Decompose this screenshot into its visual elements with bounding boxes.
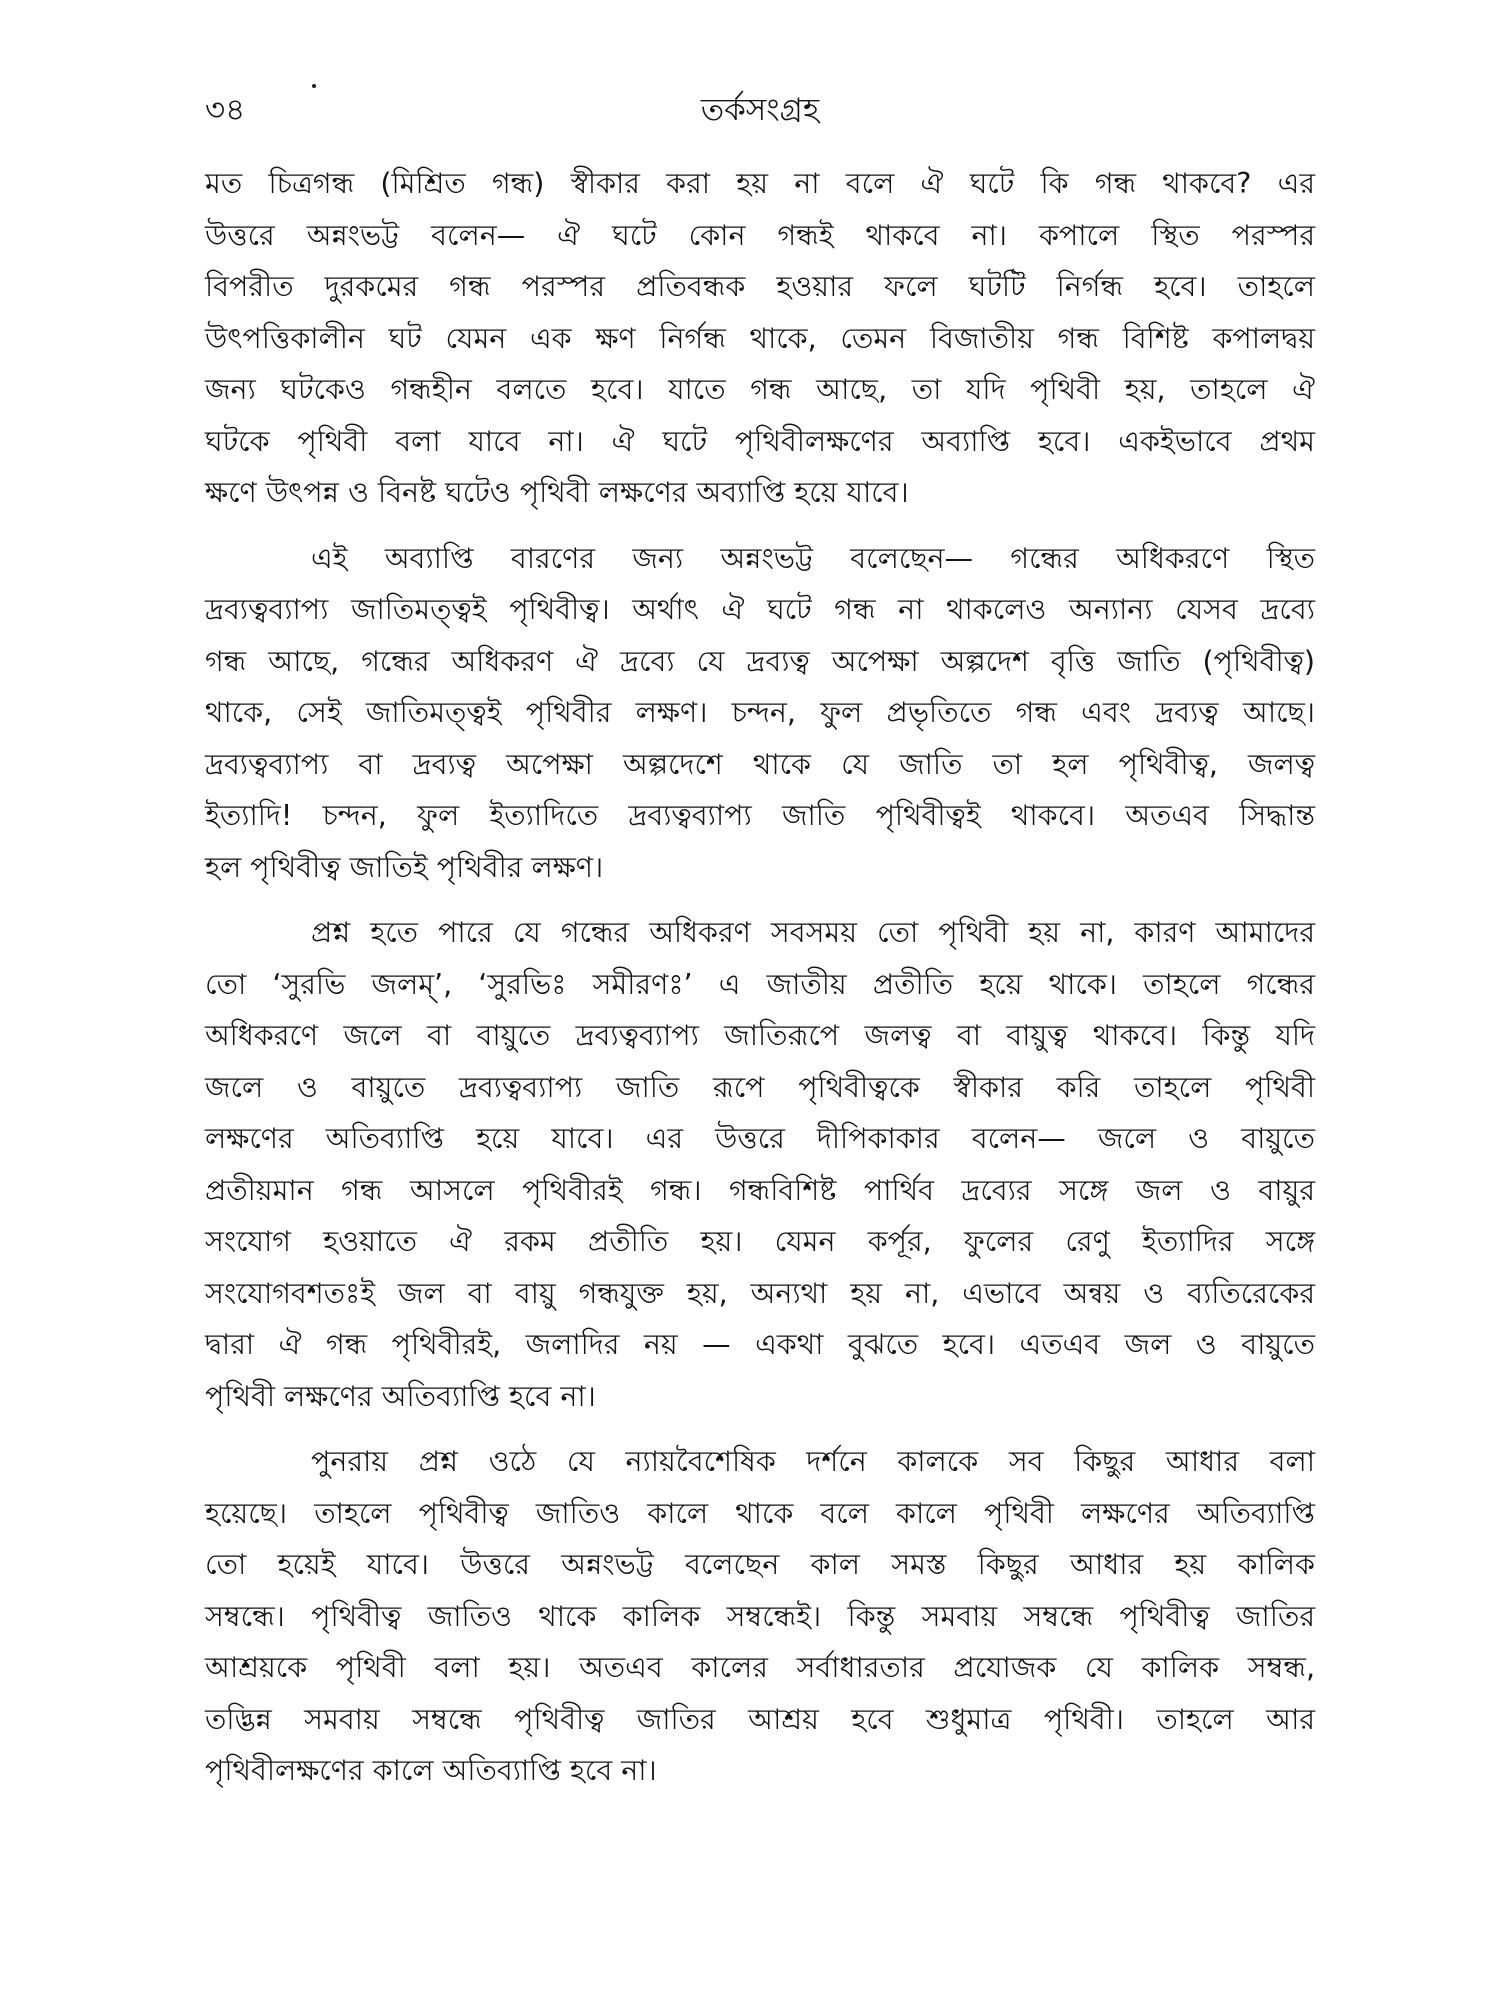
text-line: প্রতীয়মান গন্ধ আসলে পৃথিবীরই গন্ধ। গন্ধবিশিষ্ট পার্থিব দ্রব্যের সঙ্গে জল ও বায়ুর — [205, 1173, 1315, 1207]
paragraph-2 — [205, 533, 1315, 894]
running-title: তর্কসংগ্রহ — [700, 92, 820, 128]
text-line: উত্তরে অন্নংভট্ট বলেন— ঐ ঘটে কোন গন্ধই থাকবে না। কপালে স্থিত পরস্পর — [205, 218, 1315, 252]
text-line: আশ্রয়কে পৃথিবী বলা হয়। অতএব কালের সর্বাধারতার প্রযোজক যে কালিক সম্বন্ধ, — [205, 1651, 1315, 1684]
text-line: তদ্ভিন্ন সমবায় সম্বন্ধে পৃথিবীত্ব জাতির আশ্রয় হবে শুধুমাত্র পৃথিবী। তাহলে আর — [205, 1702, 1315, 1736]
text-line: এই অব্যাপ্তি বারণের জন্য অন্নংভট্ট বলেছেন— গন্ধের অধিকরণে স্থিত — [311, 541, 1315, 575]
print-speck — [312, 84, 316, 88]
paragraph-1 — [205, 158, 1315, 519]
text-line: ইত্যাদি! চন্দন, ফুল ইত্যাদিতে দ্রব্যত্বব্যাপ্য জাতি পৃথিবীত্বই থাকবে। অতএব সিদ্ধান্ত — [205, 799, 1315, 832]
text-line: জলে ও বায়ুতে দ্রব্যত্বব্যাপ্য জাতি রূপে পৃথিবীত্বকে স্বীকার করি তাহলে পৃথিবী — [205, 1070, 1315, 1104]
text-line: পৃথিবীলক্ষণের কালে অতিব্যাপ্তি হবে না। — [205, 1754, 657, 1787]
text-line: ক্ষণে উৎপন্ন ও বিনষ্ট ঘটেও পৃথিবী লক্ষণের অব্যাপ্তি হয়ে যাবে। — [205, 476, 909, 509]
text-line: হল পৃথিবীত্ব জাতিই পৃথিবীর লক্ষণ। — [205, 850, 604, 884]
text-line: তো ‘সুরভি জলম্’, ‘সুরভিঃ সমীরণঃ’ এ জাতীয় প্রতীতি হয়ে থাকে। তাহলে গন্ধের — [205, 967, 1315, 1001]
text-line: মত চিত্রগন্ধ (মিশ্রিত গন্ধ) স্বীকার করা হয় না বলে ঐ ঘটে কি গন্ধ থাকবে? এর — [205, 167, 1315, 200]
text-line: দ্রব্যত্বব্যাপ্য জাতিমত্ত্বই পৃথিবীত্ব। অর্থাৎ ঐ ঘটে গন্ধ না থাকলেও অন্যান্য যেসব দ্রব্যে — [205, 593, 1315, 626]
text-line: অধিকরণে জলে বা বায়ুতে দ্রব্যত্বব্যাপ্য জাতিরূপে জলত্ব বা বায়ুত্ব থাকবে। কিন্তু যদি — [205, 1019, 1315, 1052]
text-line: সম্বন্ধে। পৃথিবীত্ব জাতিও থাকে কালিক সম্বন্ধেই। কিন্তু সমবায় সম্বন্ধে পৃথিবীত্ব জাতির — [205, 1599, 1315, 1633]
text-line: থাকে, সেই জাতিমত্ত্বই পৃথিবীর লক্ষণ। চন্দন, ফুল প্রভৃতিতে গন্ধ এবং দ্রব্যত্ব আছে। — [205, 696, 1315, 729]
paragraph-4 — [205, 1436, 1315, 1797]
text-line: দ্রব্যত্বব্যাপ্য বা দ্রব্যত্ব অপেক্ষা অল্পদেশে থাকে যে জাতি তা হল পৃথিবীত্ব, জলত্ব — [205, 747, 1315, 781]
text-line: সংযোগবশতঃই জল বা বায়ু গন্ধযুক্ত হয়, অন্যথা হয় না, এভাবে অন্বয় ও ব্যতিরেকের — [205, 1276, 1315, 1310]
text-line: জন্য ঘটকেও গন্ধহীন বলতে হবে। যাতে গন্ধ আছে, তা যদি পৃথিবী হয়, তাহলে ঐ — [205, 373, 1315, 406]
text-line: গন্ধ আছে, গন্ধের অধিকরণ ঐ দ্রব্যে যে দ্রব্যত্ব অপেক্ষা অল্পদেশ বৃত্তি জাতি (পৃথিবীত্ব) — [205, 644, 1315, 678]
text-line: তো হয়েই যাবে। উত্তরে অন্নংভট্ট বলেছেন কাল সমস্ত কিছুর আধার হয় কালিক — [205, 1548, 1315, 1581]
text-line: উৎপত্তিকালীন ঘট যেমন এক ক্ষণ নির্গন্ধ থাকে, তেমন বিজাতীয় গন্ধ বিশিষ্ট কপালদ্বয় — [205, 321, 1315, 355]
text-line: লক্ষণের অতিব্যাপ্তি হয়ে যাবে। এর উত্তরে দীপিকাকার বলেন— জলে ও বায়ুতে — [205, 1122, 1315, 1155]
text-line: সংযোগ হওয়াতে ঐ রকম প্রতীতি হয়। যেমন কর্পূর, ফুলের রেণু ইত্যাদির সঙ্গে — [205, 1225, 1315, 1258]
text-line: পৃথিবী লক্ষণের অতিব্যাপ্তি হবে না। — [205, 1379, 596, 1413]
text-line: ঘটকে পৃথিবী বলা যাবে না। ঐ ঘটে পৃথিবীলক্ষণের অব্যাপ্তি হবে। একইভাবে প্রথম — [205, 424, 1315, 458]
page-number: ৩৪ — [205, 92, 246, 128]
text-line: দ্বারা ঐ গন্ধ পৃথিবীরই, জলাদির নয় — একথা বুঝতে হবে। এতএব জল ও বায়ুতে — [205, 1328, 1315, 1361]
text-line: হয়েছে। তাহলে পৃথিবীত্ব জাতিও কালে থাকে বলে কালে পৃথিবী লক্ষণের অতিব্যাপ্তি — [205, 1496, 1315, 1530]
paragraph-3 — [205, 907, 1315, 1422]
text-line: প্রশ্ন হতে পারে যে গন্ধের অধিকরণ সবসময় তো পৃথিবী হয় না, কারণ আমাদের — [311, 916, 1315, 949]
page-header — [205, 90, 1315, 140]
body-text — [205, 158, 1315, 1797]
text-line: পুনরায় প্রশ্ন ওঠে যে ন্যায়বৈশেষিক দর্শনে কালকে সব কিছুর আধার বলা — [311, 1445, 1315, 1478]
text-line: বিপরীত দুরকমের গন্ধ পরস্পর প্রতিবন্ধক হওয়ার ফলে ঘটটি নির্গন্ধ হবে। তাহলে — [205, 270, 1315, 303]
